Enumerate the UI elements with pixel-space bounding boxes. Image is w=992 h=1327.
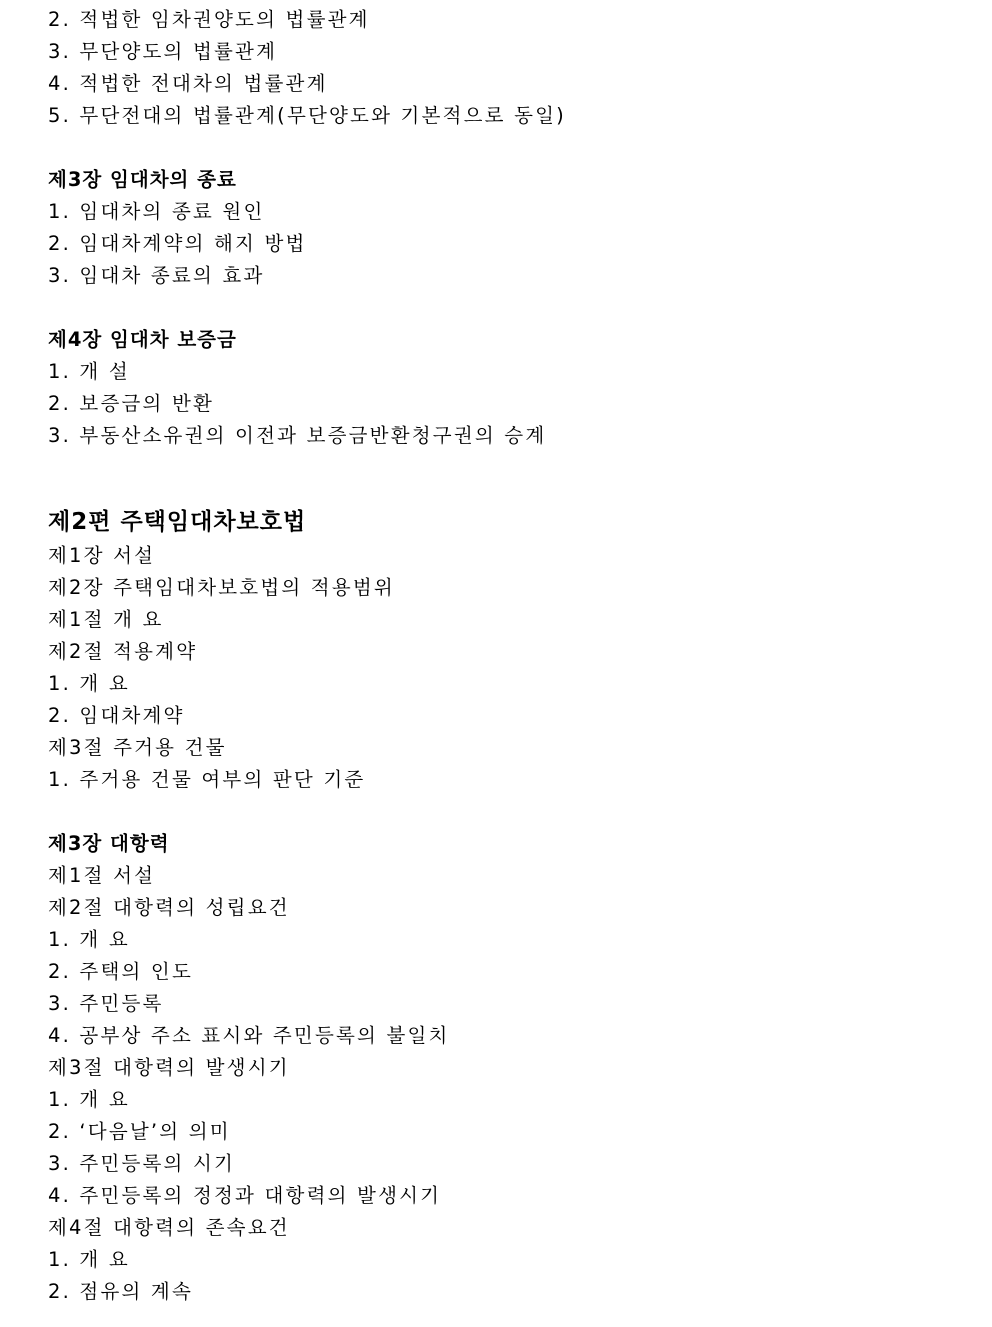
list-item: 제2절 적용계약 — [48, 640, 198, 663]
part-2-section — [48, 504, 968, 796]
part-heading: 제2편 주택임대차보호법 — [48, 509, 307, 535]
chapter-4-section — [48, 324, 968, 452]
list-item: 3. 무단양도의 법률관계 — [48, 40, 278, 63]
list-item: 2. 주택의 인도 — [48, 960, 193, 983]
list-item: 제2장 주택임대차보호법의 적용범위 — [48, 576, 395, 599]
list-item: 2. 적법한 임차권양도의 법률관계 — [48, 8, 370, 31]
list-item: 1. 개 설 — [48, 360, 130, 383]
list-item: 1. 개 요 — [48, 672, 130, 695]
list-item: 제1절 서설 — [48, 864, 156, 887]
list-item: 3. 주민등록 — [48, 992, 164, 1015]
part-2-chapter-3-section — [48, 828, 968, 1308]
list-item: 제3절 주거용 건물 — [48, 736, 227, 759]
list-item: 4. 공부상 주소 표시와 주민등록의 불일치 — [48, 1024, 450, 1047]
document-page — [48, 4, 968, 1308]
spacer — [48, 796, 968, 828]
list-item: 제1절 개 요 — [48, 608, 164, 631]
chapter-heading: 제3장 임대차의 종료 — [48, 168, 237, 191]
chapter-heading: 제3장 대항력 — [48, 832, 170, 855]
list-item: 3. 부동산소유권의 이전과 보증금반환청구권의 승계 — [48, 424, 547, 447]
list-item: 5. 무단전대의 법률관계(무단양도와 기본적으로 동일) — [48, 104, 566, 127]
list-item: 2. 보증금의 반환 — [48, 392, 215, 415]
spacer — [48, 132, 968, 164]
list-item: 제4절 대항력의 존속요건 — [48, 1216, 290, 1239]
list-item: 2. 임대차계약의 해지 방법 — [48, 232, 307, 255]
list-item: 1. 임대차의 종료 원인 — [48, 200, 265, 223]
list-item: 제3절 대항력의 발생시기 — [48, 1056, 290, 1079]
spacer — [48, 292, 968, 324]
list-item: 2. 점유의 계속 — [48, 1280, 193, 1303]
list-item: 제1장 서설 — [48, 544, 156, 567]
list-item: 3. 주민등록의 시기 — [48, 1152, 236, 1175]
list-item: 2. 임대차계약 — [48, 704, 185, 727]
list-item: 1. 개 요 — [48, 1088, 130, 1111]
list-item: 2. ‘다음날’의 의미 — [48, 1120, 231, 1143]
list-item: 4. 주민등록의 정정과 대항력의 발생시기 — [48, 1184, 442, 1207]
spacer — [48, 452, 968, 504]
chapter-3-section — [48, 164, 968, 292]
list-item: 제2절 대항력의 성립요건 — [48, 896, 290, 919]
list-item: 1. 주거용 건물 여부의 판단 기준 — [48, 768, 366, 791]
list-item: 1. 개 요 — [48, 1248, 130, 1271]
chapter-heading: 제4장 임대차 보증금 — [48, 328, 237, 351]
list-item: 4. 적법한 전대차의 법률관계 — [48, 72, 328, 95]
list-item: 1. 개 요 — [48, 928, 130, 951]
list-item: 3. 임대차 종료의 효과 — [48, 264, 265, 287]
section-list-continued — [48, 4, 968, 132]
